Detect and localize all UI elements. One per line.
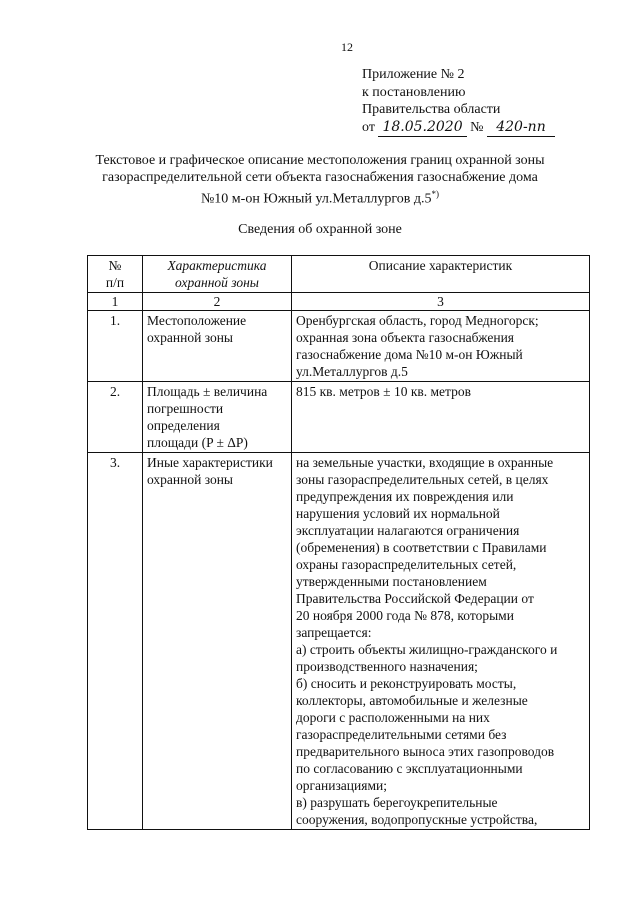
row-description: 815 кв. метров ± 10 кв. метров bbox=[292, 382, 590, 453]
row-description: на земельные участки, входящие в охранные зоны газораспределительных сетей, в целях предупреждения их повреждения или нарушения условий их нормальной эксплуатации налагаются ограничения (обременения) в соответствии с Правилами охраны газораспределительных сетей, утвержденными постановлением Правительства Российской Федерации от 20 ноября 2000 года № 878, которыми запрещается: а) строить объекты жилищно-гражданского и производственного назначения; б) сносить и реконструировать мосты, коллекторы, автомобильные и железные дороги с расположенными на них газораспределительными сетями без предварительного выноса этих газопроводов по согласованию с эксплуатационными организациями; в) разрушать берегоукрепительные сооружения, водопропускные устройства, bbox=[292, 453, 590, 830]
row-number: 2. bbox=[88, 382, 143, 453]
row-number: 1. bbox=[88, 311, 143, 382]
column-number: 1 bbox=[88, 293, 143, 311]
row-characteristic: Иные характеристики охранной зоны bbox=[143, 453, 292, 830]
footnote-mark: *) bbox=[431, 189, 440, 199]
decree-number: 420-пп bbox=[487, 119, 555, 138]
appendix-date-line bbox=[362, 119, 555, 138]
appendix-title: Приложение № 2 bbox=[362, 67, 465, 82]
row-number: 3. bbox=[88, 453, 143, 830]
header-description: Описание характеристик bbox=[292, 256, 590, 293]
row-characteristic: Площадь ± величина погрешности определения площади (P ± ΔP) bbox=[143, 382, 292, 453]
appendix-to-decree: к постановлению bbox=[362, 84, 466, 100]
header-characteristic: Характеристика охранной зоны bbox=[143, 256, 292, 293]
date-prefix: от bbox=[362, 119, 375, 135]
table-row bbox=[88, 311, 590, 382]
document-title bbox=[90, 152, 550, 208]
document-title-text: Текстовое и графическое описание местоположения границ охранной зоны газораспределительной сети объекта газоснабжения газоснабжение дома №10 м-он Южный ул.Металлургов д.5 bbox=[95, 153, 545, 207]
column-number: 2 bbox=[143, 293, 292, 311]
section-title: Сведения об охранной зоне bbox=[238, 222, 402, 237]
row-characteristic: Местоположение охранной зоны bbox=[143, 311, 292, 382]
table-row bbox=[88, 382, 590, 453]
appendix-block bbox=[362, 66, 555, 137]
appendix-issuer: Правительства области bbox=[362, 102, 501, 117]
table-column-numbers-row bbox=[88, 293, 590, 311]
page-number: 12 bbox=[341, 40, 353, 54]
column-number: 3 bbox=[292, 293, 590, 311]
header-number: № п/п bbox=[88, 256, 143, 293]
table-row bbox=[88, 453, 590, 830]
decree-date: 18.05.2020 bbox=[378, 119, 466, 138]
zone-info-table bbox=[87, 255, 590, 830]
row-description: Оренбургская область, город Медногорск; охранная зона объекта газоснабжения газоснабжение дома №10 м-он Южный ул.Металлургов д.5 bbox=[292, 311, 590, 382]
table-header-row bbox=[88, 256, 590, 293]
number-prefix: № bbox=[470, 119, 484, 135]
